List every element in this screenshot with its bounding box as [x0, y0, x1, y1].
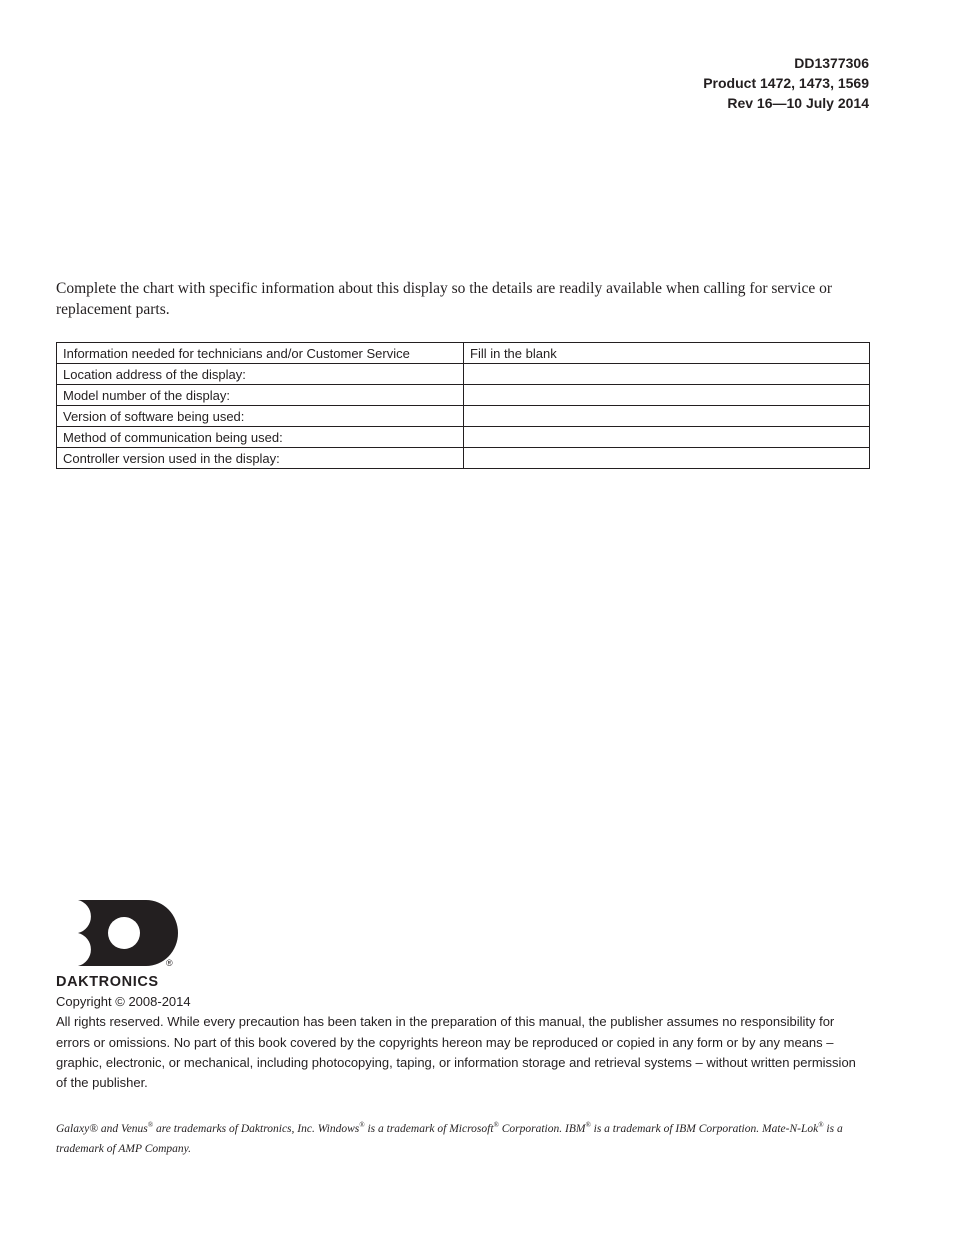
- row-label: Version of software being used:: [57, 406, 464, 427]
- daktronics-logo: [56, 900, 201, 990]
- row-label: Location address of the display:: [57, 364, 464, 385]
- product-numbers: Product 1472, 1473, 1569: [703, 75, 869, 91]
- document-header: [703, 53, 869, 113]
- table-row: [57, 385, 870, 406]
- table-header-cell: Fill in the blank: [464, 343, 870, 364]
- row-label: Model number of the display:: [57, 385, 464, 406]
- trademark-notice: Galaxy® and Venus® are trademarks of Daktronics, Inc. Windows® is a trademark of Microsoft® Corporation. IBM® is a trademark of IBM Corporation. Mate-N-Lok® is a trademark of AMP Company.: [56, 1121, 843, 1155]
- fill-in-cell[interactable]: [464, 385, 870, 406]
- fill-in-cell[interactable]: [464, 364, 870, 385]
- table-header-row: [57, 343, 870, 364]
- intro-paragraph: Complete the chart with specific information about this display so the details are readily available when calling for service or replacement parts.: [56, 280, 833, 318]
- logo-registered-mark: ®: [166, 958, 173, 968]
- fill-in-cell[interactable]: [464, 427, 870, 448]
- revision-date: Rev 16—10 July 2014: [727, 95, 869, 111]
- logo-wordmark: DAKTRONICS: [56, 974, 159, 990]
- table-row: [57, 406, 870, 427]
- copyright-notice: All rights reserved. While every precaution has been taken in the preparation of this manual, the publisher assumes no responsibility for errors or omissions. No part of this book covered by the copyrights hereon may be reproduced or copied in any form or by any means – graphic, electronic, or mechanical, including photocopying, taping, or information storage and retrieval systems – without written permission of the publisher.: [56, 1014, 856, 1091]
- doc-number: DD1377306: [794, 55, 869, 71]
- service-info-table: [56, 342, 870, 469]
- fill-in-cell[interactable]: [464, 448, 870, 469]
- table-row: [57, 427, 870, 448]
- logo-right-dot: [108, 917, 140, 949]
- row-label: Method of communication being used:: [57, 427, 464, 448]
- row-label: Controller version used in the display:: [57, 448, 464, 469]
- copyright-block: [56, 992, 866, 1093]
- table-row: [57, 364, 870, 385]
- table-header-cell: Information needed for technicians and/or Customer Service: [57, 343, 464, 364]
- fill-in-cell[interactable]: [464, 406, 870, 427]
- copyright-line: Copyright © 2008-2014: [56, 994, 191, 1009]
- table-row: [57, 448, 870, 469]
